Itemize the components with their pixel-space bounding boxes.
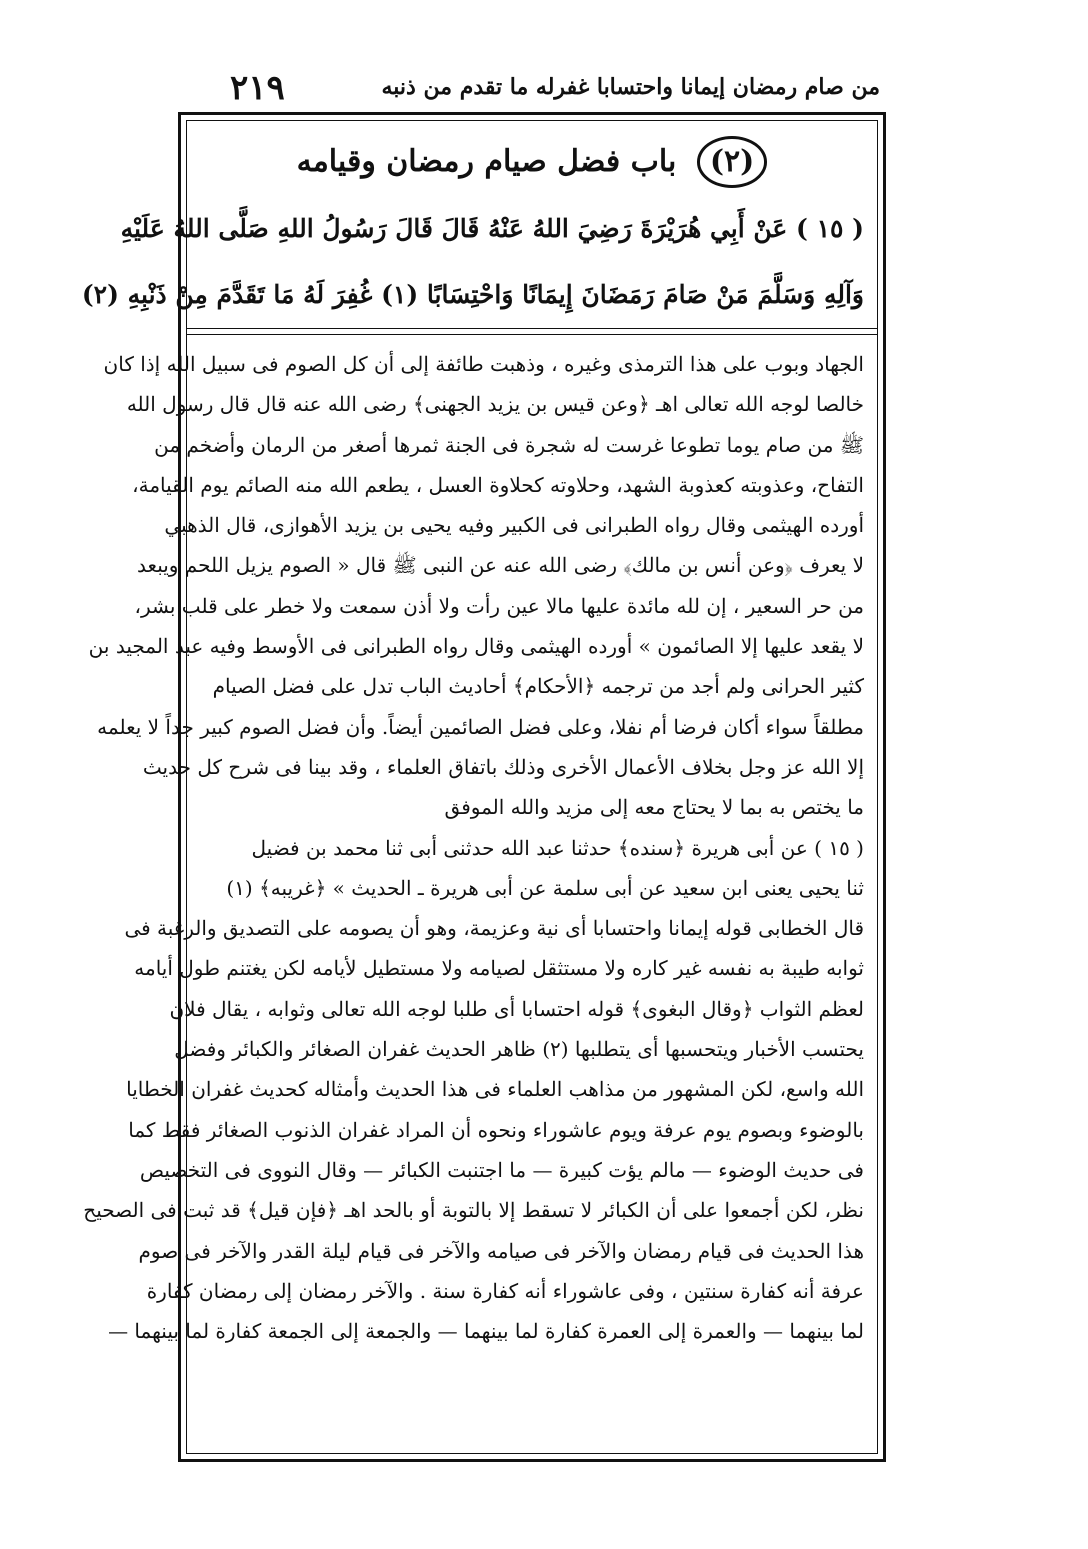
hadith-line: ( ١٥ ) عَنْ أَبِي هُرَيْرَةَ رَضِيَ اللهُ عَنْهُ قَالَ قَالَ رَسُولُ اللهِ صَلَّى اللهُ عَلَيْهِ — [120, 214, 864, 243]
commentary-line: ثنا يحيى يعنى ابن سعيد عن أبى سلمة عن أبى هريرة ـ الحديث » ﴿غريبه﴾ (١) — [226, 875, 864, 900]
chapter-number: (٢) — [697, 136, 768, 188]
hadith-text — [81, 196, 864, 328]
commentary-line: يحتسب الأخبار ويتحسبها أى يتطلبها (٢) ظاهر الحديث غفران الصغائر والكبائر وفضل — [174, 1037, 864, 1062]
commentary-line: من حر السعير ، إن لله مائدة عليها مالا عين رأت ولا أذن سمعت ولا خطر على قلب بشر، — [134, 593, 864, 618]
section-divider — [186, 328, 878, 329]
commentary-line: فى حديث الوضوء — مالم يؤت كبيرة — ما اجتنبت الكبائر — وقال النووى فى التخصيص — [139, 1157, 864, 1182]
running-title: من صام رمضان إيمانا واحتسابا غفرله ما تقدم من ذنبه — [381, 74, 880, 100]
commentary-line: لما بينهما — والعمرة إلى العمرة كفارة لما بينهما — والجمعة إلى الجمعة كفارة لما بينهما — — [108, 1319, 864, 1344]
chapter-heading — [200, 136, 864, 192]
commentary-line: كثير الحرانى ولم أجد من ترجمه ﴿الأحكام﴾ أحاديث الباب تدل على فضل الصيام — [212, 674, 864, 699]
commentary-line: الجهاد وبوب على هذا الترمذى وغيره ، وذهبت طائفة إلى أن كل الصوم فى سبيل الله إذا كان — [103, 352, 864, 376]
commentary-line: ( ١٥ ) عن أبى هريرة ﴿سنده﴾ حدثنا عبد الله حدثنى أبى ثنا محمد بن فضيل — [251, 835, 864, 860]
commentary-line: قال الخطابى قوله إيمانا واحتسابا أى نية وعزيمة، وهو أن يصومه على التصديق والرغبة فى — [124, 916, 864, 941]
commentary-line: الله واسع، لكن المشهور من مذاهب العلماء فى هذا الحديث وأمثاله كحديث غفران الخطايا — [126, 1077, 864, 1102]
chapter-title: باب فضل صيام رمضان وقيامه — [296, 144, 677, 179]
commentary-line: هذا الحديث فى قيام رمضان والآخر فى صيامه والآخر فى قيام ليلة القدر والآخر فى صوم — [138, 1238, 864, 1263]
commentary-line: ﷺ من صام يوما تطوعا غرست له شجرة فى الجنة ثمرها أصغر من الرمان وأضخم من — [154, 432, 864, 457]
commentary-line: خالصا لوجه الله تعالى اهـ ﴿وعن قيس بن يزيد الجهنى﴾ رضى الله عنه قال قال رسول الله — [126, 392, 864, 417]
commentary-line: لا يقعد عليها إلا الصائمون » أورده الهيثمى وقال رواه الطبرانى فى الأوسط وفيه عبد المجيد بن — [88, 634, 864, 659]
section-divider — [186, 334, 878, 335]
commentary-line: التفاح، وعذوبته كعذوبة الشهد، وحلاوته كحلاوة العسل ، يطعم الله منه الصائم يوم القيامة، — [132, 472, 864, 497]
commentary-line: أورده الهيثمى وقال رواه الطبرانى فى الكبير وفيه يحيى بن يزيد الأهوازى، قال الذهبي — [164, 513, 864, 538]
commentary-line: لعظم الثواب ﴿وقال البغوى﴾ قوله احتسابا أى طلبا لوجه الله تعالى وثوابه ، يقال فلان — [169, 996, 864, 1021]
hadith-line: وَآلِهِ وَسَلَّمَ مَنْ صَامَ رَمَضَانَ إِيمَانًا وَاحْتِسَابًا (١) غُفِرَ لَهُ مَا تَقَدَّمَ مِنْ ذَنْبِهِ (٢) — [81, 280, 864, 309]
commentary-line: نظر، لكن أجمعوا على أن الكبائر لا تسقط إلا بالتوبة أو بالحد اهـ ﴿فإن قيل﴾ قد ثبت فى الصحيح — [83, 1198, 864, 1223]
commentary-line: مطلقاً سواء أكان فرضا أم نفلا، وعلى فضل الصائمين أيضاً. وأن فضل الصوم كبير جداً لا يعلمه — [97, 714, 864, 739]
commentary-line: عرفة أنه كفارة سنتين ، وفى عاشوراء أنه كفارة سنة . والآخر رمضان إلى رمضان كفارة — [146, 1278, 864, 1303]
page-number: ٢١٩ — [230, 68, 285, 108]
commentary-line: إلا الله عز وجل بخلاف الأعمال الأخرى وذلك باتفاق العلماء ، وقد بينا فى شرح كل حديث — [142, 754, 864, 779]
commentary-line: لا يعرف ﴿وعن أنس بن مالك﴾ رضى الله عنه عن النبى ﷺ قال « الصوم يزيل اللحم ويبعد — [137, 553, 864, 578]
commentary-line: ثوابه طيبة به نفسه غير كاره ولا مستثقل لصيامه ولا مستطيل لأيامه لكن يغتنم طول أيامه — [134, 956, 864, 981]
running-header — [190, 68, 880, 112]
commentary-text — [83, 344, 864, 1351]
commentary-line: ما يختص به بما لا يحتاج معه إلى مزيد والله الموفق — [444, 795, 864, 820]
commentary-line: بالوضوء وبصوم يوم عرفة ويوم عاشوراء ونحوه أن المراد غفران الذنوب الصغائر فقط كما — [128, 1117, 864, 1142]
